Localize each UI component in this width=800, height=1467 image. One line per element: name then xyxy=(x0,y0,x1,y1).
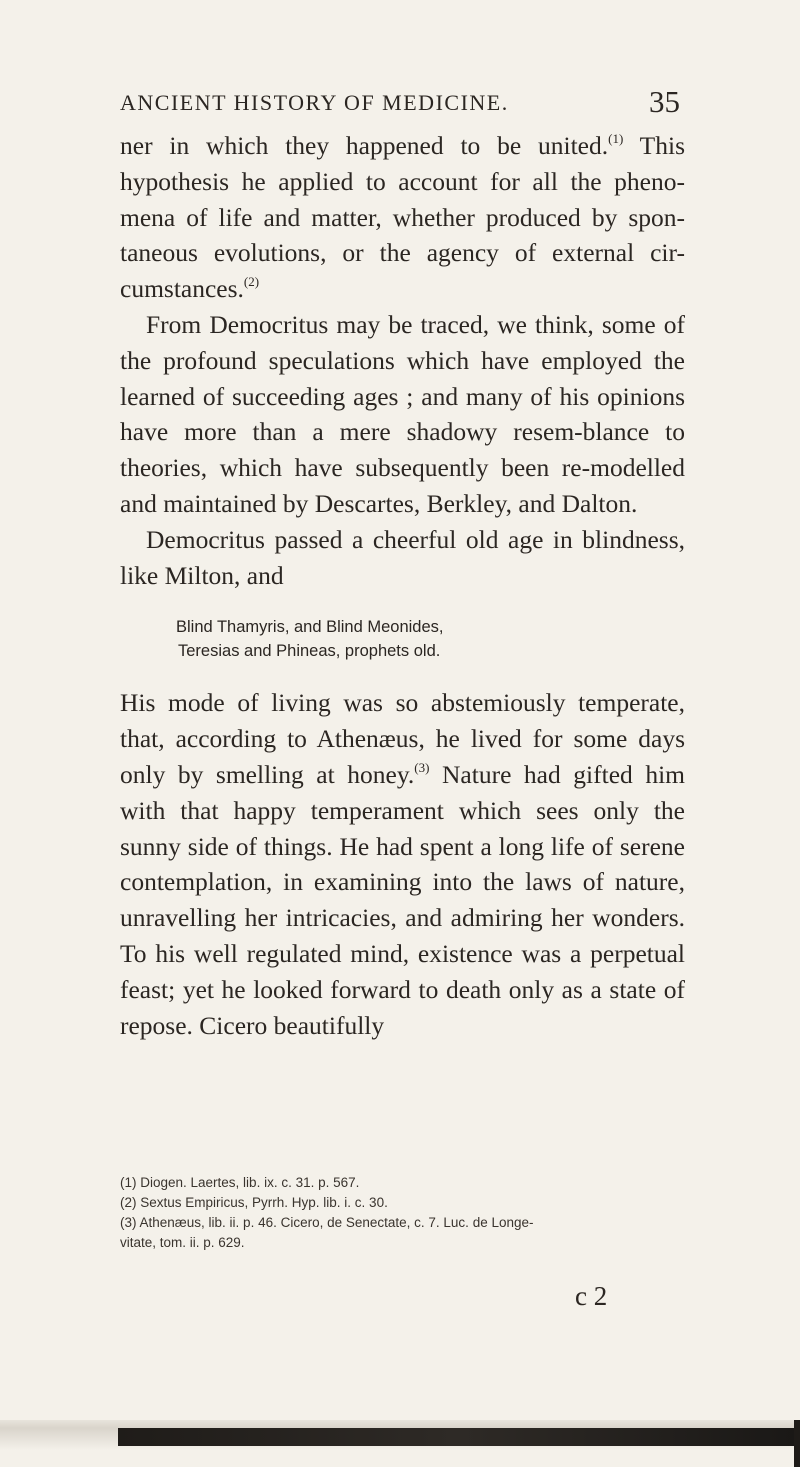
footnote-2: (2) Sextus Empiricus, Pyrrh. Hyp. lib. i. c. 30. xyxy=(120,1195,388,1210)
footnote-ref-2: (2) xyxy=(243,274,260,290)
paragraph-3: Democritus passed a cheerful old age in blindness, like Milton, and xyxy=(120,524,685,590)
paragraph-4-text: His mode of living was so abstemiously temperate, that, according to Athenæus, he lived for some days only by smelling at honey. xyxy=(120,688,685,789)
paragraph-2: From Democritus may be traced, we think, some of the profound speculations which have employed the learned of succeeding ages ; and many of his opinions have more than a mere shadowy resem-blance to theories, which have subsequently been re-modelled and maintained by Descartes, Berkley, and Dalton. xyxy=(120,309,685,518)
footnote-3-line-1: (3) Athenæus, lib. ii. p. 46. Cicero, de Senectate, c. 7. Luc. de Longe- xyxy=(120,1215,534,1230)
page-header xyxy=(120,84,680,124)
footnote-ref-3: (3) xyxy=(414,759,430,775)
paragraph-4 xyxy=(120,685,685,1043)
body-text xyxy=(120,128,685,1043)
scan-edge-shadow xyxy=(118,1428,800,1446)
footnote-1: (1) Diogen. Laertes, lib. ix. c. 31. p. 567. xyxy=(120,1175,360,1190)
verse-line-1: Blind Thamyris, and Blind Meonides, xyxy=(176,618,444,637)
paragraph-1-cont: This hypothesis he applied to account for all the pheno-mena of life and matter, whether produced by spon-taneous evolutions, or the agency of external cir-cumstances. xyxy=(120,131,685,304)
paragraph-1-text: ner in which they happened to be united. xyxy=(120,131,609,160)
footnote-3-line-2: vitate, tom. ii. p. 629. xyxy=(120,1235,245,1250)
signature-mark: c 2 xyxy=(575,1281,608,1311)
paragraph-4-cont: Nature had gifted him with that happy temperament which sees only the sunny side of things. He had spent a long life of serene contemplation, in examining into the laws of nature, unravelling her intricacies, and admiring her wonders. To his well regulated mind, existence was a perpetual feast; yet he looked forward to death only as a state of repose. Cicero beautifully xyxy=(120,759,685,1040)
verse-line-2: Teresias and Phineas, prophets old. xyxy=(178,642,441,661)
verse-quotation xyxy=(176,615,685,663)
paragraph-1 xyxy=(120,128,685,307)
footnotes xyxy=(120,1173,680,1253)
running-title: ANCIENT HISTORY OF MEDICINE. xyxy=(120,90,509,115)
scan-right-edge xyxy=(794,1420,800,1467)
footnote-ref-1: (1) xyxy=(608,131,624,146)
page-number: 35 xyxy=(649,84,680,119)
page-bottom-edge xyxy=(0,1420,800,1467)
